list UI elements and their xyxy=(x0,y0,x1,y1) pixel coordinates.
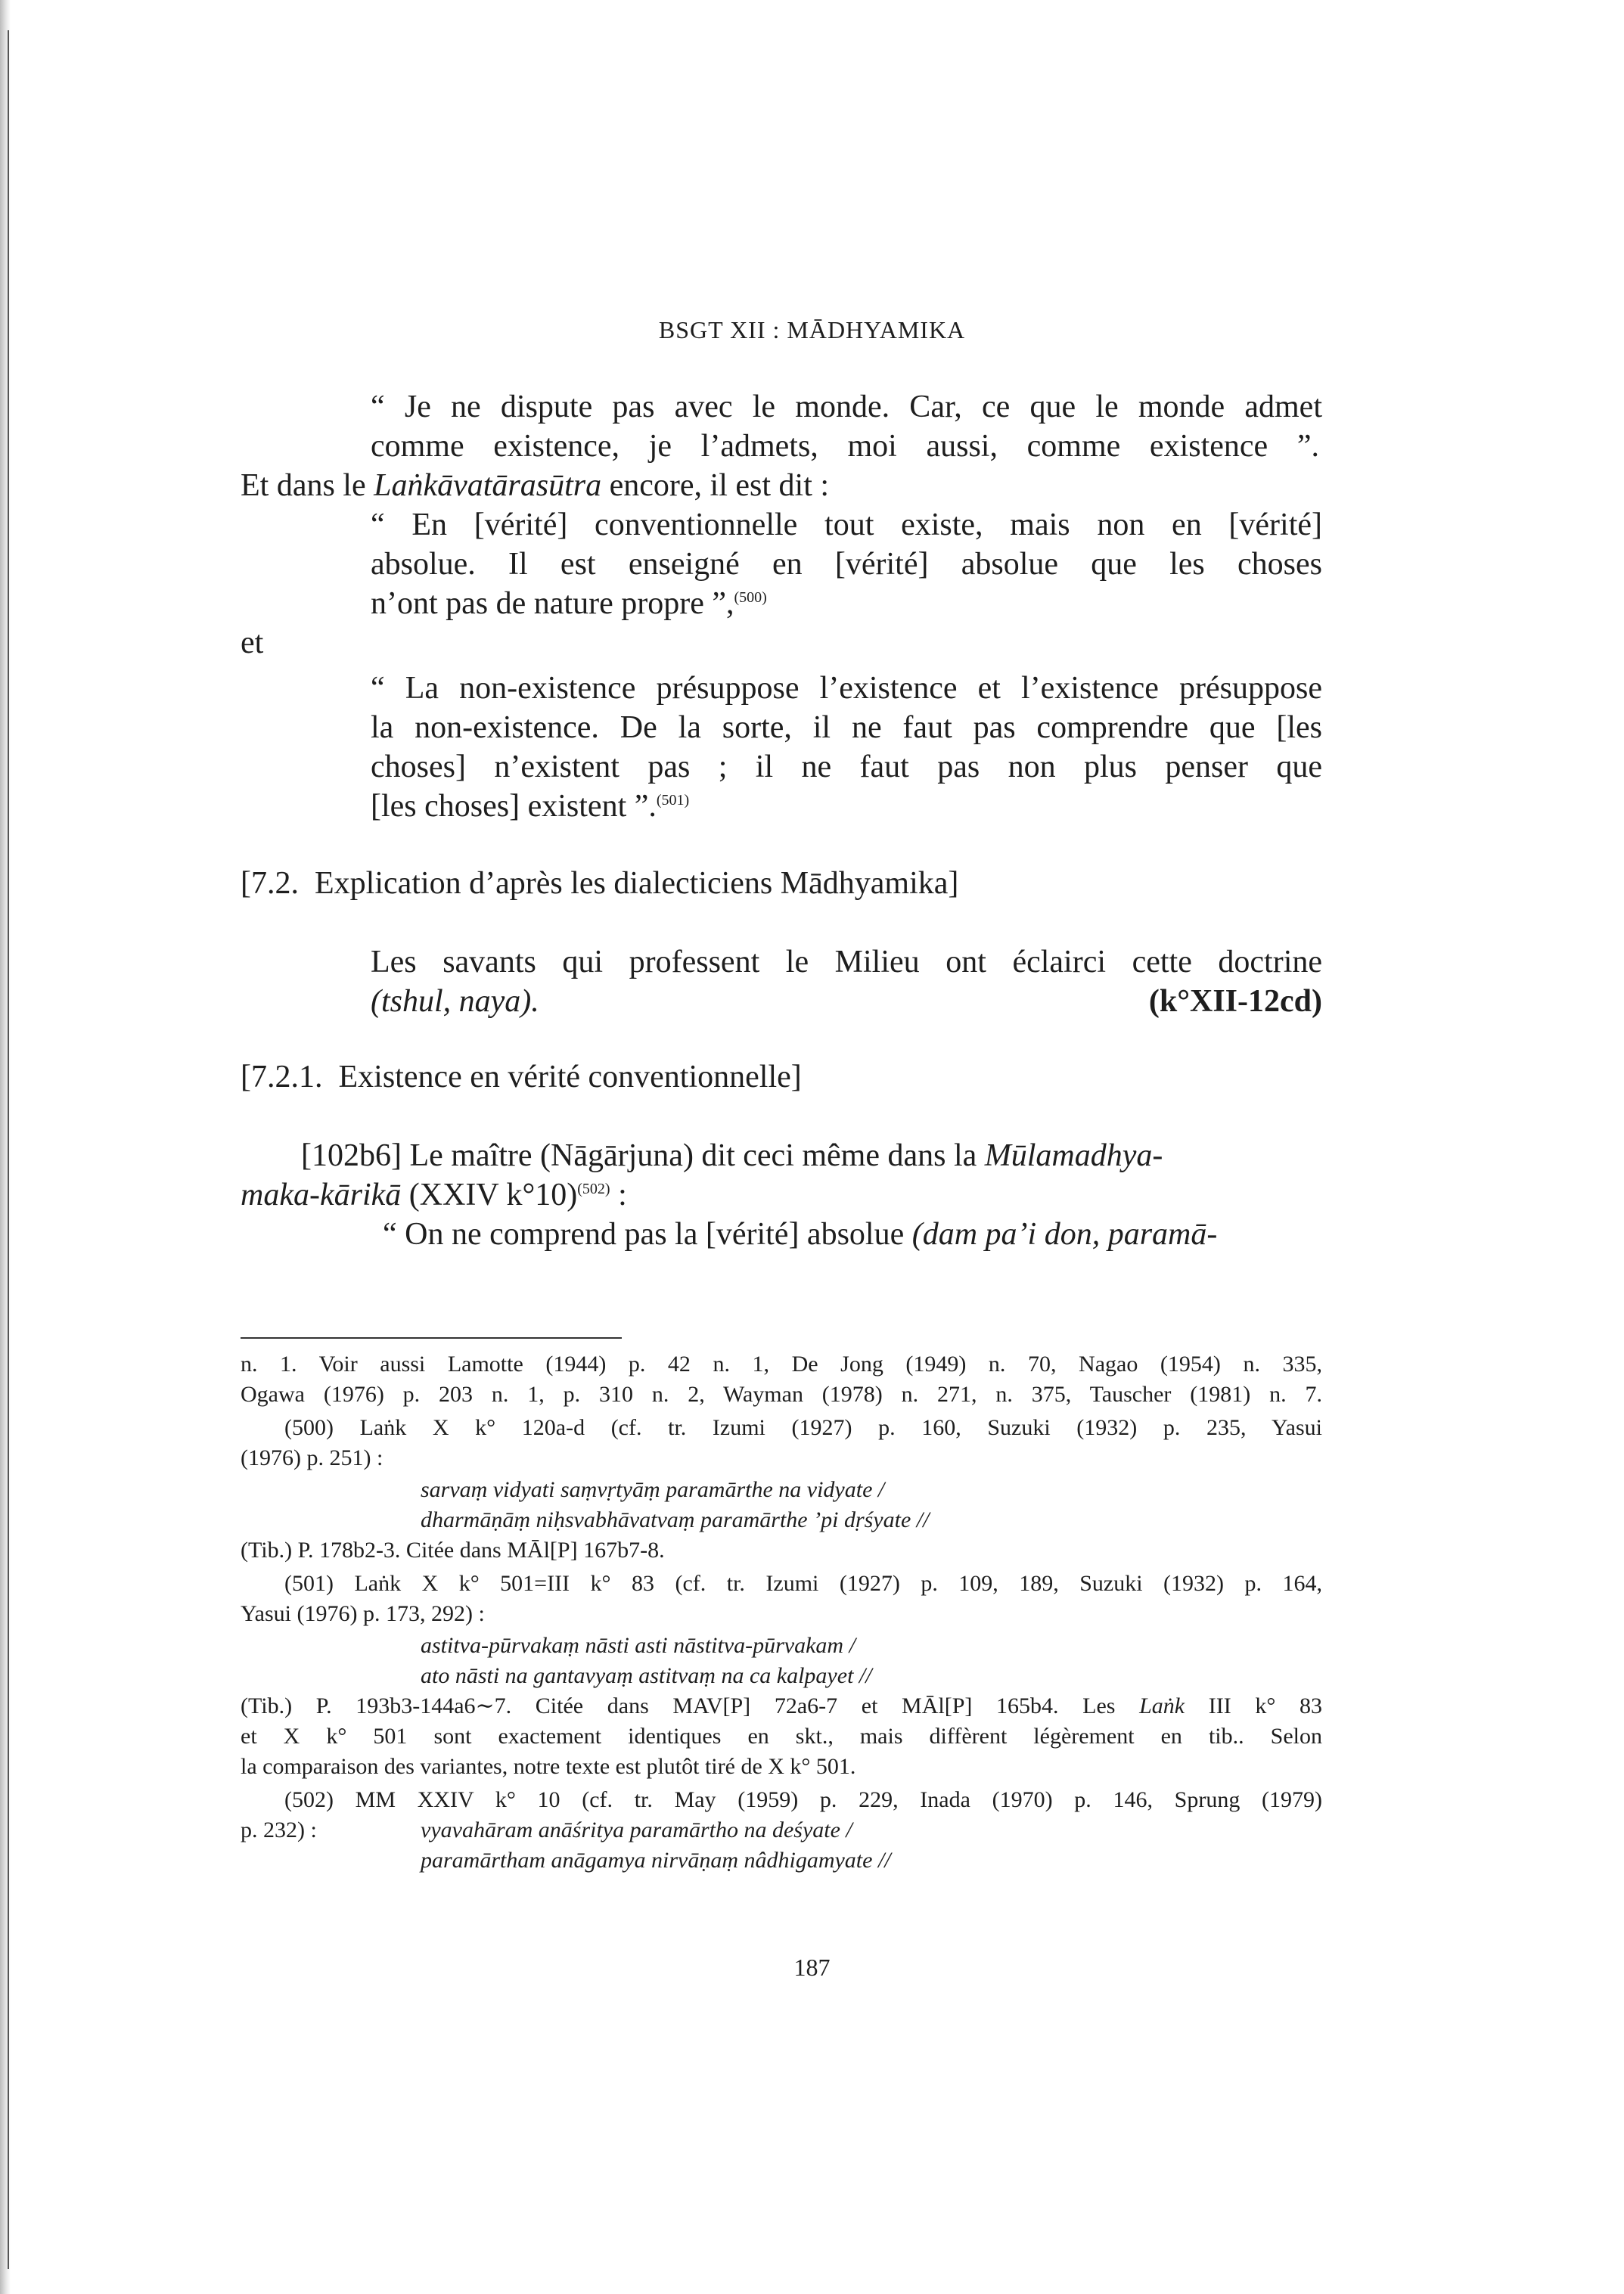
term: (tshul, naya). xyxy=(371,984,539,1019)
footnote-line: n. 1. Voir aussi Lamotte (1944) p. 42 n. 1, De Jong (1949) n. 70, Nagao (1954) n. 335, xyxy=(241,1352,1322,1377)
verse-line xyxy=(421,1631,855,1661)
scan-binding-line xyxy=(8,30,9,2269)
intro-pre: Et dans le xyxy=(241,468,374,503)
footnote-line: Yasui (1976) p. 173, 292) : xyxy=(241,1601,485,1626)
footnote-line xyxy=(241,1691,1322,1721)
quote-line: “ En [vérité] conventionnelle tout existe, mais non en [vérité] xyxy=(371,508,1322,542)
text: (XXIV k°10) xyxy=(401,1178,578,1212)
text: “ On ne comprend pas la [vérité] absolue xyxy=(383,1217,912,1252)
verse-line xyxy=(421,1661,872,1691)
verse-line xyxy=(421,1505,929,1535)
verse-text: paramārtham anāgamya nirvāṇaṃ nâdhigamyate // xyxy=(421,1848,891,1873)
section-title: Explication d’après les dialecticiens Mādhyamika] xyxy=(315,866,959,901)
paragraph-line xyxy=(383,1215,1217,1254)
verse-text: vyavahāram anāśritya paramārtho na deśyate / xyxy=(421,1818,852,1842)
verse-text: astitva-pūrvakaṃ nāsti asti nāstitva-pūrvakam / xyxy=(421,1633,855,1658)
quote-line: absolue. Il est enseigné en [vérité] absolue que les choses xyxy=(371,547,1322,582)
paragraph-line xyxy=(241,1175,627,1215)
footnote-line: Ogawa (1976) p. 203 n. 1, p. 310 n. 2, Wayman (1978) n. 271, n. 375, Tauscher (1981) n. 7. xyxy=(241,1382,1322,1407)
quote-line-end xyxy=(371,787,689,826)
quote-line: “ Je ne dispute pas avec le monde. Car, ce que le monde admet xyxy=(371,390,1322,424)
connector-et: et xyxy=(241,625,264,660)
page-number: 187 xyxy=(793,1954,831,1981)
verse-line xyxy=(421,1815,852,1845)
verse-text: sarvaṃ vidyati saṃvṛtyāṃ paramārthe na vidyate / xyxy=(421,1477,885,1502)
running-header: BSGT XII : MĀDHYAMIKA xyxy=(658,316,966,343)
section-number: [7.2. xyxy=(241,866,299,901)
footnote-ref-501[interactable]: (501) xyxy=(656,792,690,809)
sutra-title: Laṅkāvatārasūtra xyxy=(374,468,602,503)
quote-text: n’ont pas de nature propre ”, xyxy=(371,586,734,621)
footnote-line: la comparaison des variantes, notre texte est plutôt tiré de X k° 501. xyxy=(241,1754,856,1779)
footnote-line: (Tib.) P. 178b2-3. Citée dans MĀl[P] 167b7-8. xyxy=(241,1538,665,1563)
intro-line xyxy=(241,466,829,505)
footnote-ref-500[interactable]: (500) xyxy=(734,589,767,606)
quote-line: comme existence, je l’admets, moi aussi, comme existence ”. xyxy=(371,429,1319,464)
quote-line: “ La non-existence présuppose l’existence et l’existence présuppose xyxy=(371,671,1322,706)
footnote-separator xyxy=(241,1337,622,1339)
paragraph-line: Les savants qui professent le Milieu ont éclairci cette doctrine xyxy=(371,945,1322,979)
abbrev: Laṅk xyxy=(1139,1693,1185,1718)
section-number: [7.2.1. xyxy=(241,1060,323,1094)
intro-post: encore, il est dit : xyxy=(601,468,830,503)
text: (Tib.) P. 193b3-144a6∼7. Citée dans MAV[P] 72a6-7 et MĀl[P] 165b4. Les xyxy=(241,1693,1140,1718)
footnote-line: (502) MM XXIV k° 10 (cf. tr. May (1959) p. 229, Inada (1970) p. 146, Sprung (1979) xyxy=(284,1787,1322,1812)
paragraph-line xyxy=(301,1136,1163,1175)
verse-line xyxy=(421,1475,884,1505)
work-title: Mūlamadhya- xyxy=(984,1138,1163,1173)
quote-line: la non-existence. De la sorte, il ne faut pas comprendre que [les xyxy=(371,710,1322,745)
footnote-line: (500) Laṅk X k° 120a-d (cf. tr. Izumi (1927) p. 160, Suzuki (1932) p. 235, Yasui xyxy=(284,1415,1322,1440)
text: [102b6] Le maître (Nāgārjuna) dit ceci même dans la xyxy=(301,1138,985,1173)
verse-line xyxy=(421,1845,891,1876)
section-title: Existence en vérité conventionnelle] xyxy=(338,1060,802,1094)
text: III k° 83 xyxy=(1185,1693,1323,1718)
quote-line: choses] n’existent pas ; il ne faut pas non plus penser que xyxy=(371,750,1322,784)
work-title: maka-kārikā xyxy=(241,1178,402,1212)
karika-reference: (k°XII-12cd) xyxy=(1148,984,1322,1019)
footnote-line: (1976) p. 251) : xyxy=(241,1445,383,1470)
footnote-line: p. 232) : xyxy=(241,1818,317,1842)
footnote-ref-502[interactable]: (502) xyxy=(577,1181,610,1197)
quote-text: [les choses] existent ”. xyxy=(371,789,657,824)
footnote-line: et X k° 501 sont exactement identiques en skt., mais diffèrent légèrement en tib.. Selon xyxy=(241,1724,1322,1749)
footnote-line: (501) Laṅk X k° 501=III k° 83 (cf. tr. Izumi (1927) p. 109, 189, Suzuki (1932) p. 164, xyxy=(284,1571,1322,1596)
section-heading-7-2 xyxy=(241,864,958,903)
section-heading-7-2-1 xyxy=(241,1057,802,1097)
quote-line-end xyxy=(371,584,767,623)
text: : xyxy=(610,1178,627,1212)
verse-text: ato nāsti na gantavyaṃ astitvaṃ na ca kalpayet // xyxy=(421,1663,872,1688)
verse-text: dharmāṇāṃ niḥsvabhāvatvaṃ paramārthe ’pi dṛśyate // xyxy=(421,1507,930,1532)
paragraph-term xyxy=(371,982,539,1021)
term: (dam pa’i don, paramā- xyxy=(911,1217,1218,1252)
